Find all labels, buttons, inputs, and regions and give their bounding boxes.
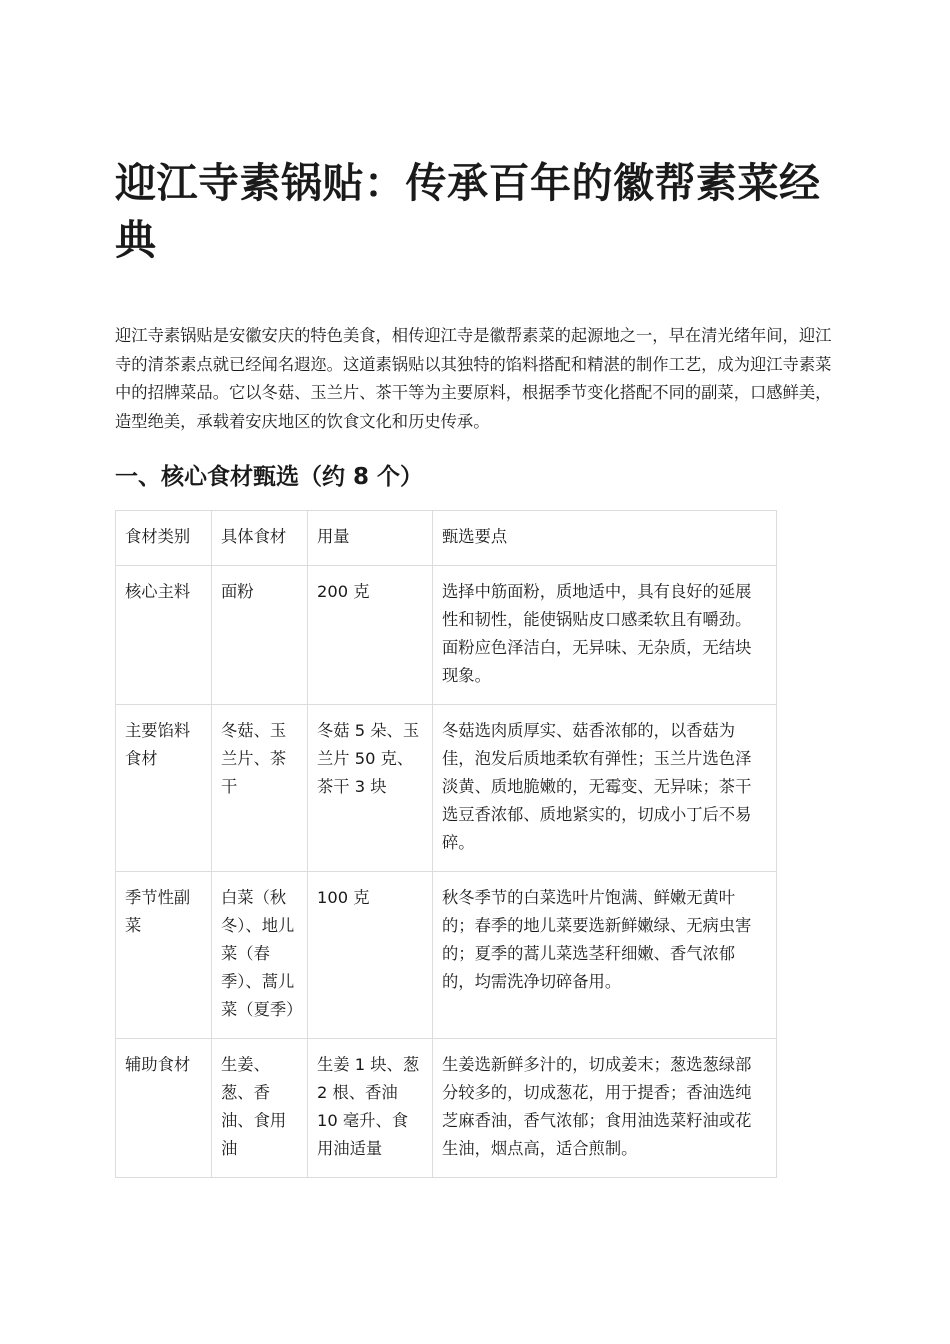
table-row [116,566,777,705]
table-cell-item: 冬菇、玉兰片、茶干 [212,705,308,872]
table-cell-category: 核心主料 [116,566,212,705]
ingredients-table [115,510,777,1178]
table-header-cell: 用量 [308,511,433,566]
table-cell-amount: 生姜 1 块、葱 2 根、香油 10 毫升、食用油适量 [308,1039,433,1178]
table-header-row [116,511,777,566]
table-cell-tips: 冬菇选肉质厚实、菇香浓郁的，以香菇为佳，泡发后质地柔软有弹性；玉兰片选色泽淡黄、质地脆嫩的，无霉变、无异味；茶干选豆香浓郁、质地紧实的，切成小丁后不易碎。 [433,705,777,872]
table-cell-item: 白菜（秋冬）、地儿菜（春季）、蒿儿菜（夏季） [212,872,308,1039]
section-heading-ingredients: 一、核心食材甄选（约 8 个） [115,464,424,490]
table-cell-amount: 200 克 [308,566,433,705]
table-cell-amount: 冬菇 5 朵、玉兰片 50 克、茶干 3 块 [308,705,433,872]
table-cell-tips: 选择中筋面粉，质地适中，具有良好的延展性和韧性，能使锅贴皮口感柔软且有嚼劲。面粉应色泽洁白，无异味、无杂质，无结块现象。 [433,566,777,705]
table-header-cell: 食材类别 [116,511,212,566]
table-cell-item: 面粉 [212,566,308,705]
table-cell-category: 主要馅料食材 [116,705,212,872]
table-header-cell: 具体食材 [212,511,308,566]
table-header-cell: 甄选要点 [433,511,777,566]
intro-paragraph: 迎江寺素锅贴是安徽安庆的特色美食，相传迎江寺是徽帮素菜的起源地之一，早在清光绪年间，迎江寺的清茶素点就已经闻名遐迩。这道素锅贴以其独特的馅料搭配和精湛的制作工艺，成为迎江寺素菜中的招牌菜品。它以冬菇、玉兰片、茶干等为主要原料，根据季节变化搭配不同的副菜，口感鲜美，造型绝美，承载着安庆地区的饮食文化和历史传承。 [115,326,832,431]
table-cell-category: 辅助食材 [116,1039,212,1178]
table-cell-item: 生姜、葱、香油、食用油 [212,1039,308,1178]
table-cell-tips: 生姜选新鲜多汁的，切成姜末；葱选葱绿部分较多的，切成葱花，用于提香；香油选纯芝麻香油，香气浓郁；食用油选菜籽油或花生油，烟点高，适合煎制。 [433,1039,777,1178]
table-cell-amount: 100 克 [308,872,433,1039]
table-cell-tips: 秋冬季节的白菜选叶片饱满、鲜嫩无黄叶的；春季的地儿菜要选新鲜嫩绿、无病虫害的；夏季的蒿儿菜选茎秆细嫩、香气浓郁的，均需洗净切碎备用。 [433,872,777,1039]
page-title: 迎江寺素锅贴：传承百年的徽帮素菜经典 [115,159,821,264]
table-row [116,872,777,1039]
table-row [116,705,777,872]
table-row [116,1039,777,1178]
table-cell-category: 季节性副菜 [116,872,212,1039]
